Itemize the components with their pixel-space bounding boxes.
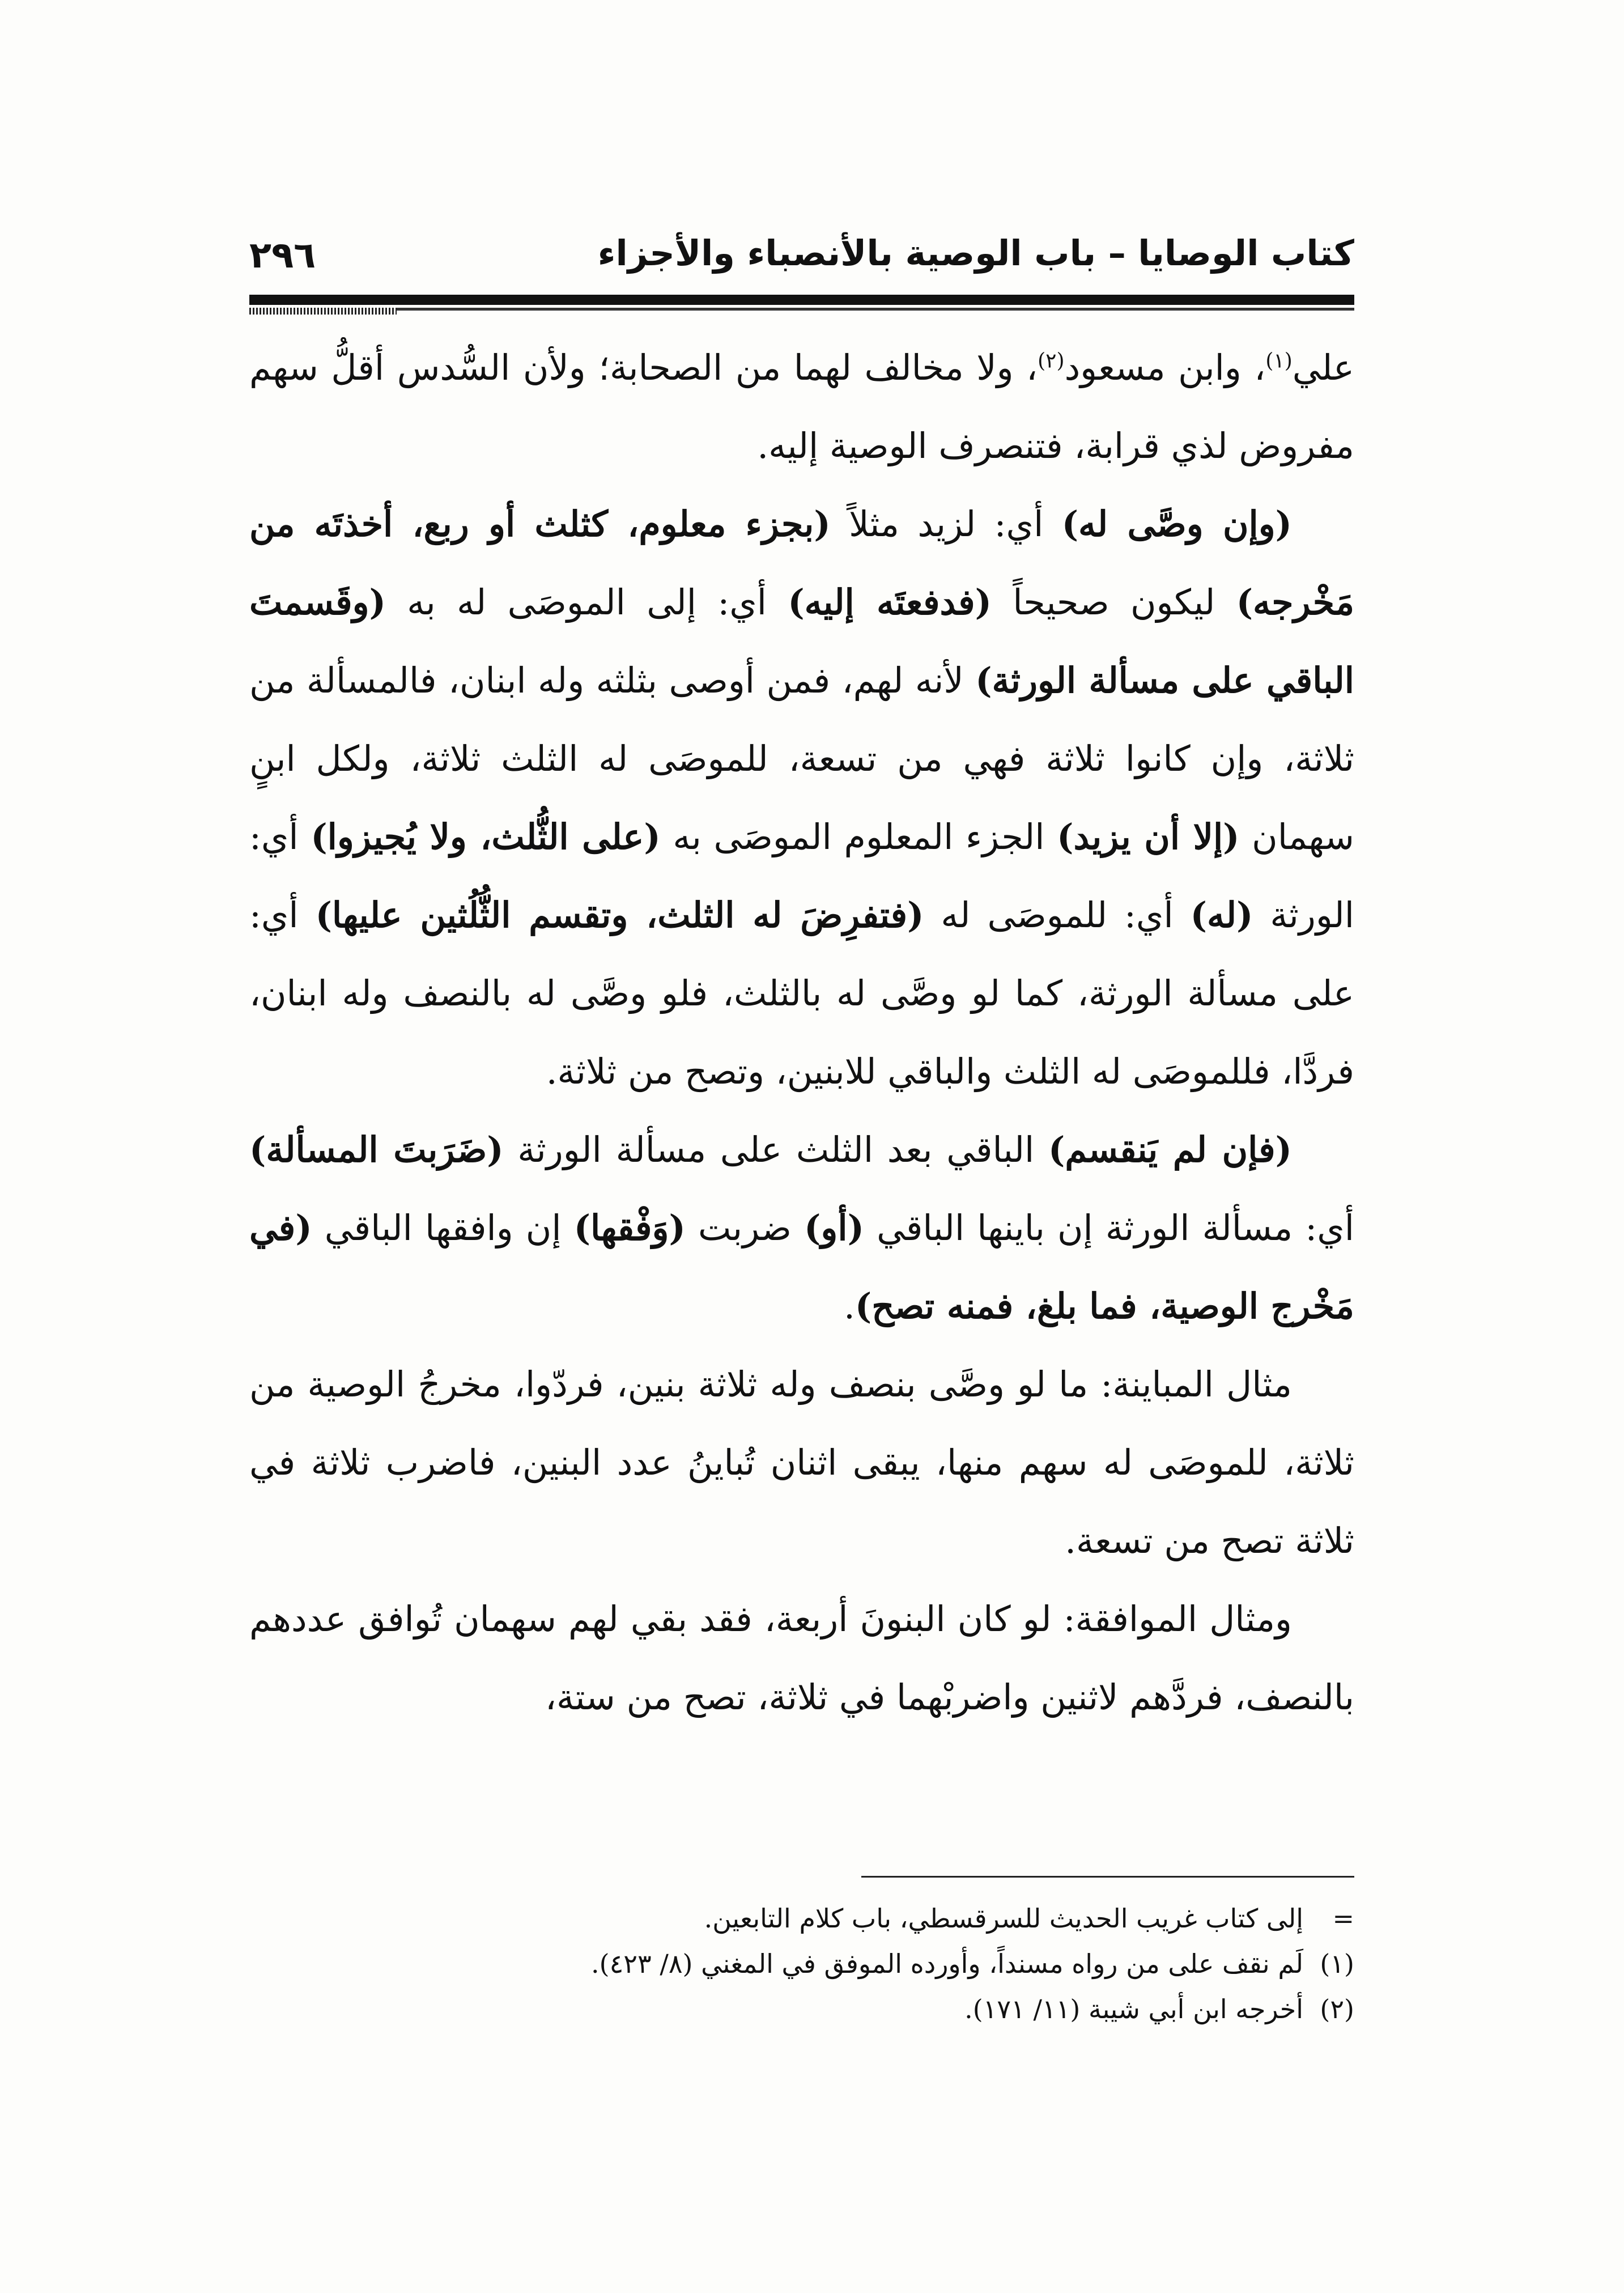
- text-run: ، وابن مسعود: [1064, 347, 1266, 388]
- page-number: ٢٩٦: [249, 235, 316, 277]
- sharh-text: أي: لزيد مثلاً: [830, 503, 1062, 545]
- sharh-text: الجزء المعلوم الموصَى به: [660, 816, 1057, 857]
- matn-text: (فدفعتَه إليه): [788, 581, 992, 623]
- sharh-text: أي: مسألة الورثة إن باينها الباقي: [864, 1207, 1354, 1249]
- paragraph-4: مثال المباينة: ما لو وصَّى بنصف وله ثلاثة بنين، فردّوا، مخرجُ الوصية من ثلاثة، للموصَى له سهم منها، يبقى اثنان تُباينُ عدد البنين، فاضرب ثلاثة في ثلاثة تصح من تسعة.: [249, 1364, 1354, 1561]
- header-rule-hatch: [249, 308, 397, 315]
- paragraph-5: ومثال الموافقة: لو كان البنونَ أربعة، فقد بقي لهم سهمان تُوافق عددهم بالنصف، فردَّهم لاثنين واضربْهما في ثلاثة، تصح من ستة،: [249, 1598, 1354, 1718]
- text-run: ، ولا مخالف لهما من الصحابة؛ ولأن السُّدس أقلُّ سهم مفروض لذي قرابة، فتنصرف الوصية إليه.: [249, 347, 1354, 466]
- header-rule-thick: [249, 295, 1354, 305]
- text-run: علي: [1292, 347, 1354, 388]
- sharh-text: ليكون صحيحاً: [991, 581, 1236, 623]
- sharh-text: الباقي بعد الثلث على مسألة الورثة: [503, 1129, 1048, 1170]
- footnote-2: [499, 1986, 1354, 2032]
- footnote-ref-1[interactable]: (١): [1265, 349, 1293, 373]
- footnote-mark: =: [1332, 1903, 1354, 1934]
- footnote-text: أخرجه ابن أبي شيبة (١١/ ١٧١).: [964, 1994, 1303, 2024]
- paragraph-1: [249, 329, 1354, 485]
- sharh-text: أي: الورثة: [249, 816, 1355, 936]
- matn-text: (فإن لم يَنقسم): [1048, 1129, 1292, 1170]
- footnote-continuation: [499, 1896, 1354, 1941]
- matn-text: (ضَرَبتَ المسألة): [249, 1129, 504, 1170]
- sharh-text: لأنه لهم، فمن أوصى بثلثه وله ابنان، فالمسألة من ثلاثة، وإن كانوا ثلاثة فهي من تسعة، للموصَى له الثلث ثلاثة، ولكل ابنٍ سهمان: [249, 660, 1354, 857]
- sharh-text: أي: للموصَى له: [924, 894, 1191, 936]
- matn-text: (فتفرِضَ له الثلث، وتقسم الثُّلُثين عليها): [315, 894, 924, 936]
- footnote-ref-2[interactable]: (٢): [1038, 349, 1065, 373]
- sharh-text: أي: إلى الموصَى له به: [385, 581, 788, 623]
- body-text: [249, 329, 1354, 1736]
- footnote-text: إلى كتاب غريب الحديث للسرقسطي، باب كلام التابعين.: [704, 1903, 1303, 1934]
- sharh-text: .: [844, 1285, 855, 1327]
- footnotes: [499, 1896, 1354, 2032]
- matn-text: (وقَسمتَ الباقي على مسألة الورثة): [249, 581, 1354, 701]
- footnote-separator: [861, 1876, 1354, 1878]
- sharh-text: إن وافقها الباقي: [312, 1207, 574, 1249]
- matn-text: (في مَخْرج الوصية، فما بلغ، فمنه تصح): [249, 1207, 1354, 1327]
- sharh-text: أي: على مسألة الورثة، كما لو وصَّى له بالثلث، فلو وصَّى له بالنصف وله ابنان، فردَّا، فللموصَى له الثلث والباقي للابنين، وتصح من ثلاثة.: [249, 894, 1354, 1092]
- paragraph-2: [249, 485, 1354, 1111]
- matn-text: (إلا أن يزيد): [1057, 816, 1240, 857]
- matn-text: (أو): [804, 1207, 864, 1249]
- matn-text: (بجزء معلوم، كثلث أو ربع، أخذتَه من مَخْرجه): [249, 503, 1355, 623]
- running-header: [249, 227, 1354, 289]
- paragraph-3: [249, 1111, 1354, 1345]
- sharh-text: ضربت: [685, 1207, 805, 1249]
- header-rule-thin: [249, 308, 1354, 311]
- footnote-mark: (١): [1320, 1948, 1354, 1979]
- matn-text: (على الثُّلث، ولا يُجيزوا): [311, 816, 661, 857]
- footnote-1: [499, 1941, 1354, 1986]
- header-title: كتاب الوصايا – باب الوصية بالأنصباء والأجزاء: [597, 232, 1354, 274]
- matn-text: (وإن وصَّى له): [1061, 503, 1293, 545]
- footnote-mark: (٢): [1320, 1994, 1354, 2024]
- matn-text: (له): [1190, 894, 1253, 936]
- matn-text: (وَفْقها): [573, 1207, 686, 1249]
- footnote-text: لَم نقف على من رواه مسنداً، وأورده الموفق في المغني (٨/ ٤٢٣).: [591, 1948, 1303, 1979]
